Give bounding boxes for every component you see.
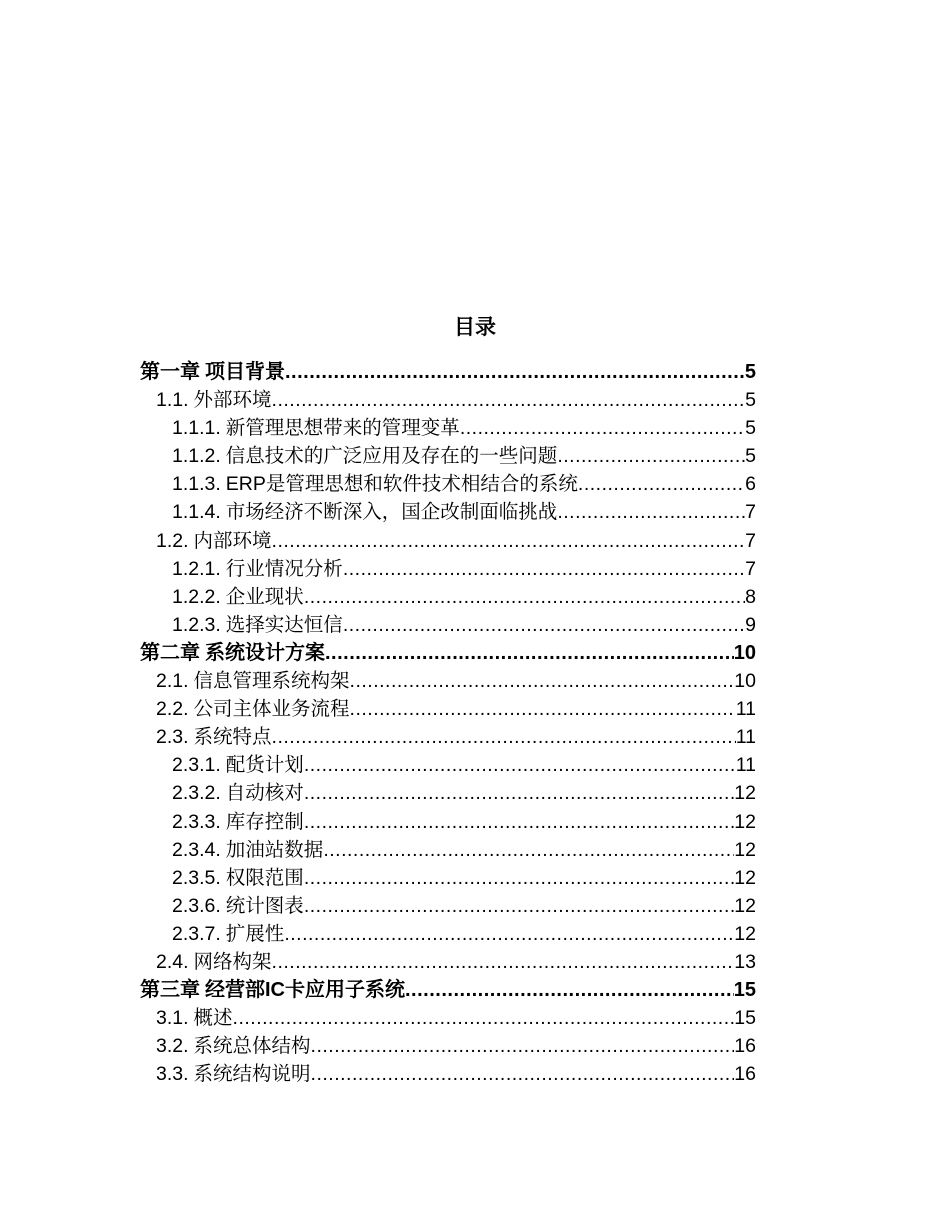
toc-dot-leader — [284, 920, 734, 948]
toc-dot-leader — [405, 976, 734, 1004]
toc-dot-leader — [323, 836, 734, 864]
toc-entry-label: 系统结构说明 — [193, 1063, 311, 1086]
toc-entry-number: 1.1.1. — [172, 417, 221, 440]
toc-entry-label: 外部环境 — [193, 389, 272, 412]
toc-entry-label: 内部环境 — [193, 529, 272, 552]
toc-dot-leader — [311, 1032, 735, 1060]
toc-entry-number: 2.3.3. — [172, 810, 221, 833]
toc-entry-number: 1.1. — [156, 389, 189, 412]
toc-entry-label: 行业情况分析 — [225, 557, 343, 580]
toc-entry-number: 2.3.2. — [172, 782, 221, 805]
toc-entry-page-number: 12 — [734, 894, 756, 917]
toc-entry-label: 网络构架 — [193, 950, 272, 973]
toc-entry-page-number: 6 — [745, 473, 756, 496]
toc-entry-number: 2.1. — [156, 670, 189, 693]
toc-entry-page-number: 12 — [734, 838, 756, 861]
toc-dot-leader — [350, 667, 735, 695]
toc-entry[interactable] — [140, 976, 756, 1004]
toc-entry-label: 概述 — [193, 1007, 233, 1030]
toc-dot-leader — [304, 751, 736, 779]
toc-entry[interactable] — [140, 442, 756, 470]
toc-dot-leader — [304, 808, 734, 836]
toc-dot-leader — [460, 414, 745, 442]
toc-entry-label: 项目背景 — [205, 361, 285, 383]
toc-entry[interactable] — [140, 386, 756, 414]
toc-entry-number: 1.1.2. — [172, 445, 221, 468]
toc-entry[interactable] — [140, 892, 756, 920]
toc-entry-number: 第三章 — [140, 979, 200, 1002]
toc-dot-leader — [304, 892, 734, 920]
toc-entry-label: 企业现状 — [225, 585, 304, 608]
toc-entry[interactable] — [140, 555, 756, 583]
toc-entry[interactable] — [140, 498, 756, 526]
toc-entry-number: 2.3.6. — [172, 894, 221, 917]
toc-dot-leader — [557, 442, 745, 470]
toc-entry[interactable] — [140, 723, 756, 751]
toc-entry-page-number: 12 — [734, 810, 756, 833]
toc-dot-leader — [272, 386, 746, 414]
toc-entry-number: 2.3.4. — [172, 838, 221, 861]
toc-entry-label: 自动核对 — [225, 782, 304, 805]
toc-entry[interactable] — [140, 751, 756, 779]
toc-dot-leader — [272, 948, 735, 976]
toc-entry-page-number: 16 — [734, 1035, 756, 1058]
toc-entry[interactable] — [140, 1004, 756, 1032]
toc-entry-page-number: 12 — [734, 782, 756, 805]
toc-entry-page-number: 5 — [744, 361, 756, 383]
page-title: 目录 — [454, 316, 496, 339]
toc-entry[interactable] — [140, 836, 756, 864]
toc-entry[interactable] — [140, 864, 756, 892]
toc-entry[interactable] — [140, 779, 756, 807]
toc-dot-leader — [233, 1004, 735, 1032]
toc-entry-number: 第一章 — [140, 361, 200, 383]
toc-entry-label: 权限范围 — [225, 866, 304, 889]
toc-entry-number: 1.2.1. — [172, 557, 221, 580]
toc-entry[interactable] — [140, 639, 756, 667]
toc-entry-label: 系统特点 — [193, 726, 272, 749]
toc-entry-page-number: 5 — [745, 389, 756, 412]
toc-entry-label: 配货计划 — [225, 754, 304, 777]
toc-entry-label: 经营部IC卡应用子系统 — [205, 979, 405, 1002]
toc-entry-page-number: 13 — [734, 950, 756, 973]
toc-entry-page-number: 10 — [733, 641, 756, 664]
toc-entry[interactable] — [140, 470, 756, 498]
toc-entry-label: 系统设计方案 — [205, 641, 325, 664]
toc-entry[interactable] — [140, 1060, 756, 1088]
toc-entry-number: 3.3. — [156, 1063, 189, 1086]
toc-entry[interactable] — [140, 948, 756, 976]
toc-dot-leader — [272, 723, 736, 751]
toc-entry-page-number: 7 — [745, 557, 756, 580]
toc-entry-label: 信息技术的广泛应用及存在的一些问题 — [225, 445, 558, 468]
toc-entry-page-number: 11 — [735, 698, 756, 721]
toc-entry[interactable] — [140, 808, 756, 836]
toc-dot-leader — [304, 779, 734, 807]
toc-entry-page-number: 12 — [734, 866, 756, 889]
toc-entry-number: 2.3.5. — [172, 866, 221, 889]
toc-entry-number: 3.1. — [156, 1007, 189, 1030]
toc-entry-page-number: 11 — [735, 754, 756, 777]
toc-entry-number: 2.3. — [156, 726, 189, 749]
toc-entry-number: 第二章 — [140, 641, 200, 664]
toc-entry-label: 加油站数据 — [225, 838, 324, 861]
toc-entry-page-number: 5 — [745, 417, 756, 440]
toc-entry-label: 信息管理系统构架 — [193, 670, 350, 693]
toc-entry-number: 1.2.2. — [172, 585, 221, 608]
toc-dot-leader — [343, 555, 745, 583]
toc-dot-leader — [285, 358, 745, 386]
toc-entry-number: 2.2. — [156, 698, 189, 721]
toc-entry[interactable] — [140, 920, 756, 948]
table-of-contents — [140, 358, 756, 1088]
toc-dot-leader — [325, 639, 734, 667]
toc-entry-number: 2.4. — [156, 950, 189, 973]
toc-entry[interactable] — [140, 611, 756, 639]
toc-entry-page-number: 15 — [734, 1007, 756, 1030]
toc-entry-page-number: 5 — [745, 445, 756, 468]
toc-entry-label: 新管理思想带来的管理变革 — [225, 417, 460, 440]
toc-entry-number: 2.3.7. — [172, 922, 221, 945]
toc-dot-leader — [272, 527, 746, 555]
toc-entry-page-number: 12 — [734, 922, 756, 945]
toc-dot-leader — [304, 864, 734, 892]
toc-entry-label: ERP是管理思想和软件技术相结合的系统 — [225, 473, 578, 496]
toc-entry[interactable] — [140, 667, 756, 695]
toc-entry-page-number: 7 — [745, 501, 756, 524]
toc-entry-page-number: 11 — [735, 726, 756, 749]
toc-entry-number: 1.1.4. — [172, 501, 221, 524]
toc-dot-leader — [311, 1060, 735, 1088]
toc-entry-number: 1.1.3. — [172, 473, 221, 496]
toc-entry-page-number: 15 — [733, 979, 756, 1002]
toc-entry-label: 库存控制 — [225, 810, 304, 833]
toc-entry[interactable] — [140, 1032, 756, 1060]
toc-entry-label: 选择实达恒信 — [225, 613, 343, 636]
toc-entry-number: 3.2. — [156, 1035, 189, 1058]
toc-entry-label: 扩展性 — [225, 922, 285, 945]
toc-entry[interactable] — [140, 527, 756, 555]
toc-entry-page-number: 16 — [734, 1063, 756, 1086]
toc-dot-leader — [343, 611, 745, 639]
toc-dot-leader — [304, 583, 745, 611]
toc-entry[interactable] — [140, 695, 756, 723]
toc-entry-page-number: 10 — [734, 670, 756, 693]
toc-entry-number: 1.2.3. — [172, 613, 221, 636]
toc-entry-number: 2.3.1. — [172, 754, 221, 777]
toc-entry-page-number: 8 — [745, 585, 756, 608]
toc-entry-label: 统计图表 — [225, 894, 304, 917]
toc-dot-leader — [350, 695, 736, 723]
toc-entry[interactable] — [140, 583, 756, 611]
toc-dot-leader — [578, 470, 745, 498]
toc-entry-page-number: 7 — [745, 529, 756, 552]
toc-entry[interactable] — [140, 358, 756, 386]
toc-dot-leader — [557, 498, 745, 526]
toc-entry-label: 公司主体业务流程 — [193, 698, 350, 721]
toc-entry-page-number: 9 — [745, 613, 756, 636]
toc-entry-label: 市场经济不断深入，国企改制面临挑战 — [225, 501, 558, 524]
toc-entry-number: 1.2. — [156, 529, 189, 552]
toc-entry-label: 系统总体结构 — [193, 1035, 311, 1058]
toc-entry[interactable] — [140, 414, 756, 442]
